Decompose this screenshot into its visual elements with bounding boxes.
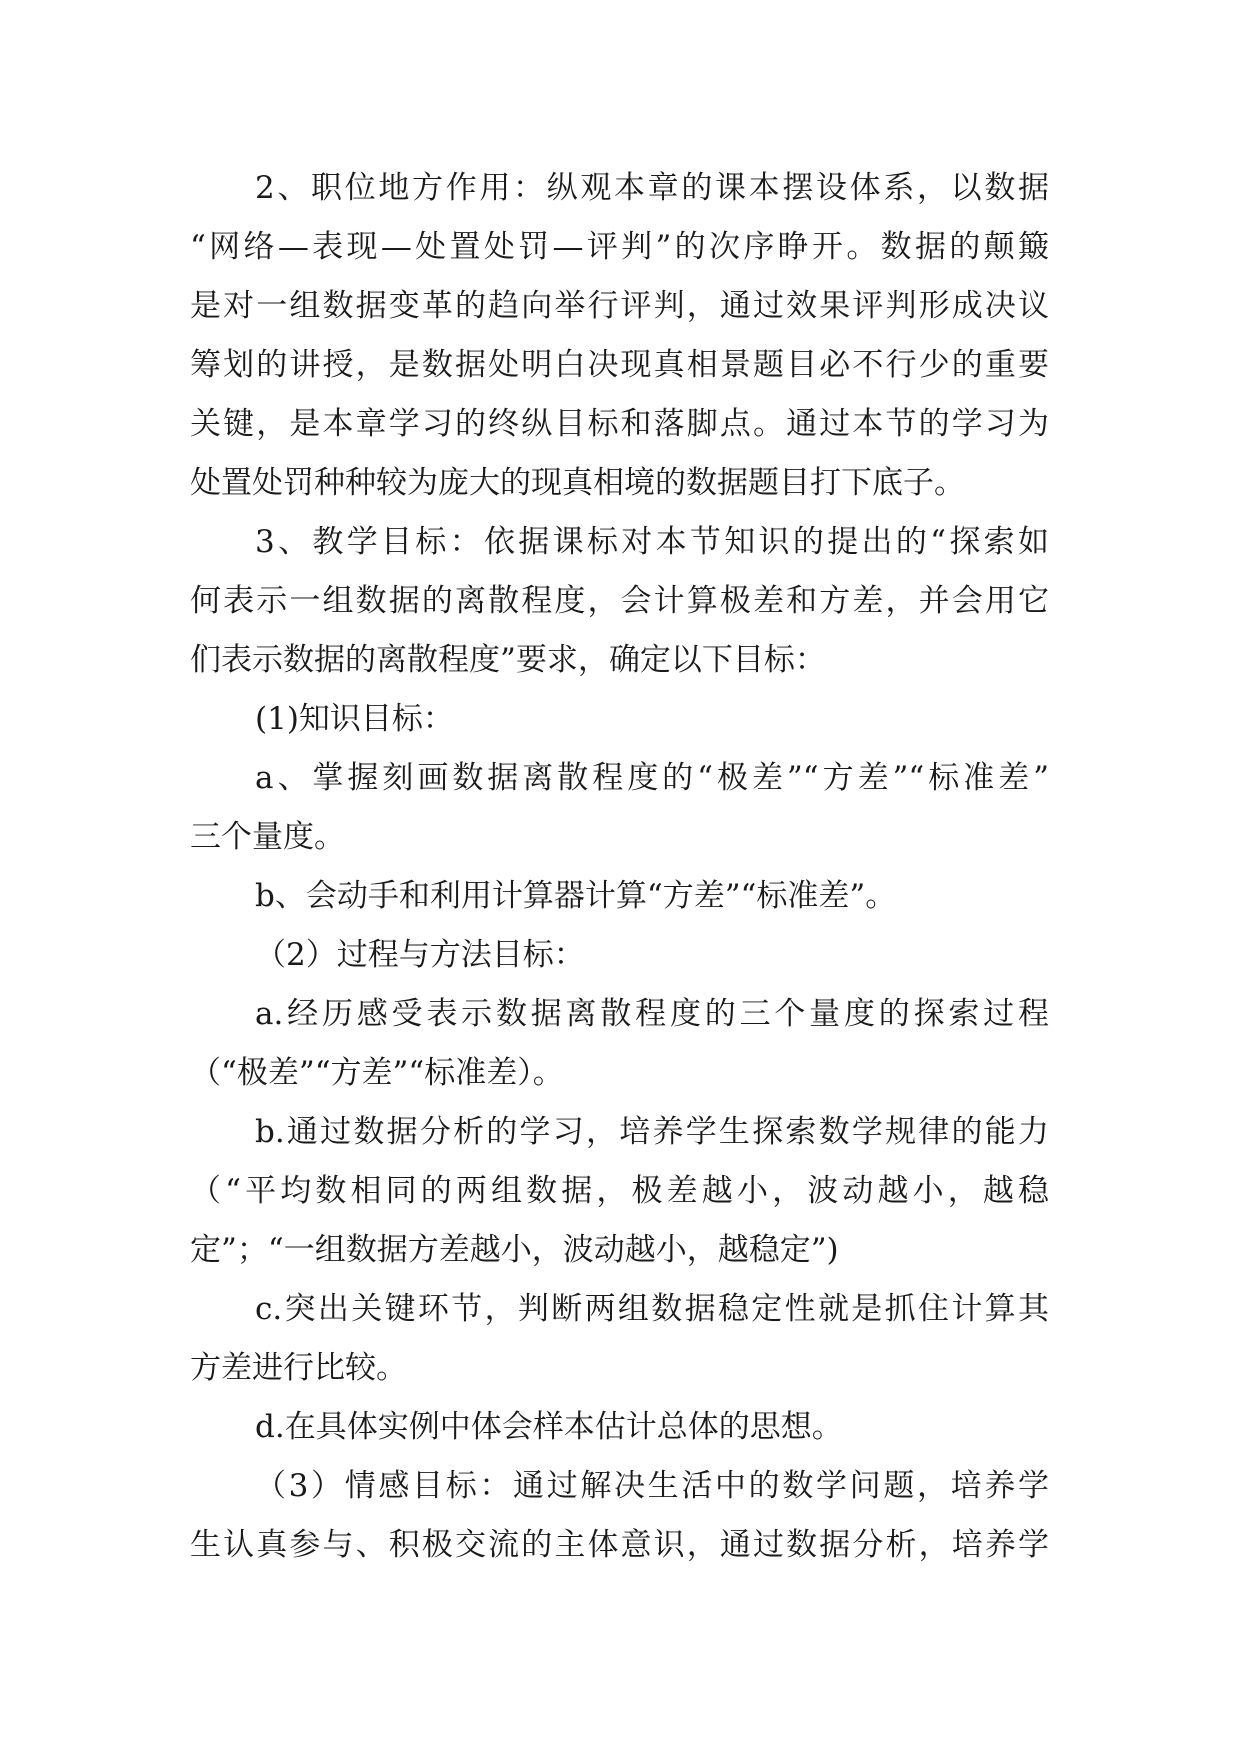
text-line-10: (1)知识目标： bbox=[255, 701, 454, 737]
text-line-16: （“极差”“方差”“标准差）。 bbox=[190, 1055, 564, 1091]
text-line-2: “网络—表现—处置处罚—评判”的次序睁开。数据的颠簸 bbox=[190, 229, 1049, 265]
text-line-12: 三个量度。 bbox=[190, 819, 345, 855]
text-line-14: （2）过程与方法目标： bbox=[255, 937, 585, 973]
text-line-24: 生认真参与、积极交流的主体意识，通过数据分析，培养学 bbox=[190, 1527, 1049, 1563]
text-line-8: 何表示一组数据的离散程度，会计算极差和方差，并会用它 bbox=[190, 583, 1049, 619]
text-line-17: b.通过数据分析的学习，培养学生探索数学规律的能力 bbox=[255, 1114, 1049, 1150]
text-line-9: 们表示数据的离散程度”要求，确定以下目标： bbox=[190, 642, 826, 678]
text-line-19: 定”；“一组数据方差越小，波动越小，越稳定”) bbox=[190, 1232, 839, 1268]
text-line-23: （3）情感目标：通过解决生活中的数学问题，培养学 bbox=[255, 1468, 1049, 1504]
text-line-11: a、掌握刻画数据离散程度的“极差”“方差”“标准差” bbox=[255, 760, 1049, 796]
text-line-1: 2、职位地方作用：纵观本章的课本摆设体系，以数据 bbox=[255, 170, 1049, 206]
text-line-6: 处置处罚种种较为庞大的现真相境的数据题目打下底子。 bbox=[190, 465, 965, 501]
text-line-13: b、会动手和利用计算器计算“方差”“标准差”。 bbox=[255, 878, 897, 914]
text-line-20: c.突出关键环节，判断两组数据稳定性就是抓住计算其 bbox=[255, 1291, 1049, 1327]
text-line-22: d.在具体实例中体会样本估计总体的思想。 bbox=[255, 1409, 843, 1445]
text-line-15: a.经历感受表示数据离散程度的三个量度的探索过程 bbox=[255, 996, 1049, 1032]
text-line-7: 3、教学目标：依据课标对本节知识的提出的“探索如 bbox=[255, 524, 1049, 560]
text-line-18: （“平均数相同的两组数据，极差越小，波动越小，越稳 bbox=[190, 1173, 1049, 1209]
text-line-3: 是对一组数据变革的趋向举行评判，通过效果评判形成决议 bbox=[190, 288, 1049, 324]
text-line-5: 关键，是本章学习的终纵目标和落脚点。通过本节的学习为 bbox=[190, 406, 1049, 442]
text-line-4: 筹划的讲授，是数据处明白决现真相景题目必不行少的重要 bbox=[190, 347, 1049, 383]
text-line-21: 方差进行比较。 bbox=[190, 1350, 407, 1386]
